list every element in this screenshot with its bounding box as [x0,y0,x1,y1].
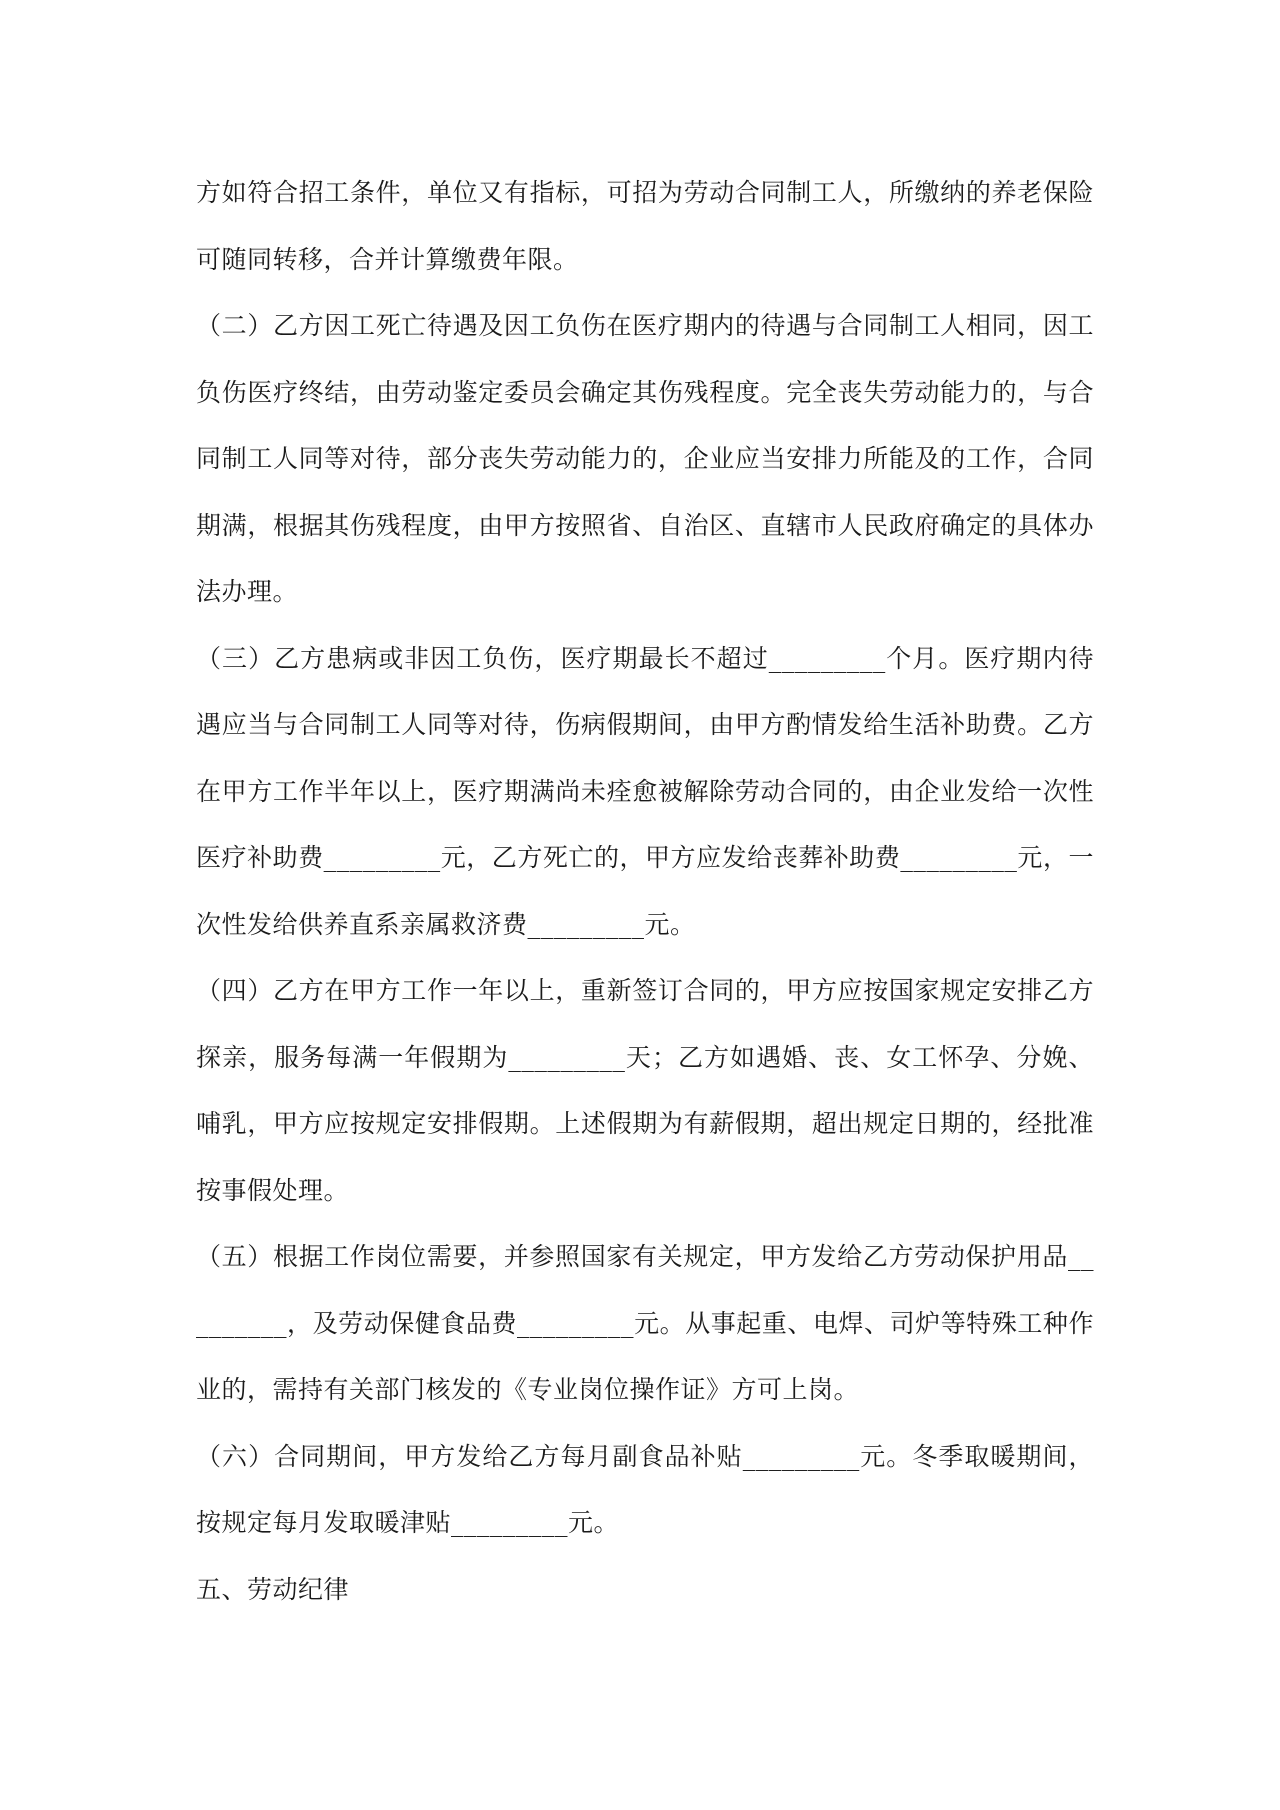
paragraph-clause-4: （四）乙方在甲方工作一年以上，重新签订合同的，甲方应按国家规定安排乙方探亲，服务每满一年假期为_________天；乙方如遇婚、丧、女工怀孕、分娩、哺乳，甲方应按规定安排假期。上述假期为有薪假期，超出规定日期的，经批准按事假处理。 [196,976,1094,1205]
paragraph-clause-5: （五）根据工作岗位需要，并参照国家有关规定，甲方发给乙方劳动保护用品_________，及劳动保健食品费_________元。从事起重、电焊、司炉等特殊工种作业的，需持有关部门核发的《专业岗位操作证》方可上岗。 [196,1242,1094,1404]
paragraph-clause-2: （二）乙方因工死亡待遇及因工负伤在医疗期内的待遇与合同制工人相同，因工负伤医疗终结，由劳动鉴定委员会确定其伤残程度。完全丧失劳动能力的，与合同制工人同等对待，部分丧失劳动能力的，企业应当安排力所能及的工作，合同期满，根据其伤残程度，由甲方按照省、自治区、直辖市人民政府确定的具体办法办理。 [196,311,1094,606]
document-page [196,160,1094,1623]
paragraph-continuation: 方如符合招工条件，单位又有指标，可招为劳动合同制工人，所缴纳的养老保险可随同转移，合并计算缴费年限。 [196,178,1094,274]
paragraph-clause-6: （六）合同期间，甲方发给乙方每月副食品补贴_________元。冬季取暖期间，按规定每月发取暖津贴_________元。 [196,1441,1094,1537]
paragraph-clause-3: （三）乙方患病或非因工负伤，医疗期最长不超过_________个月。医疗期内待遇应当与合同制工人同等对待，伤病假期间，由甲方酌情发给生活补助费。乙方在甲方工作半年以上，医疗期满尚未痊愈被解除劳动合同的，由企业发给一次性医疗补助费_________元，乙方死亡的，甲方应发给丧葬补助费_________元，一次性发给供养直系亲属救济费_________元。 [196,643,1094,939]
section-heading: 五、劳动纪律 [196,1574,350,1604]
